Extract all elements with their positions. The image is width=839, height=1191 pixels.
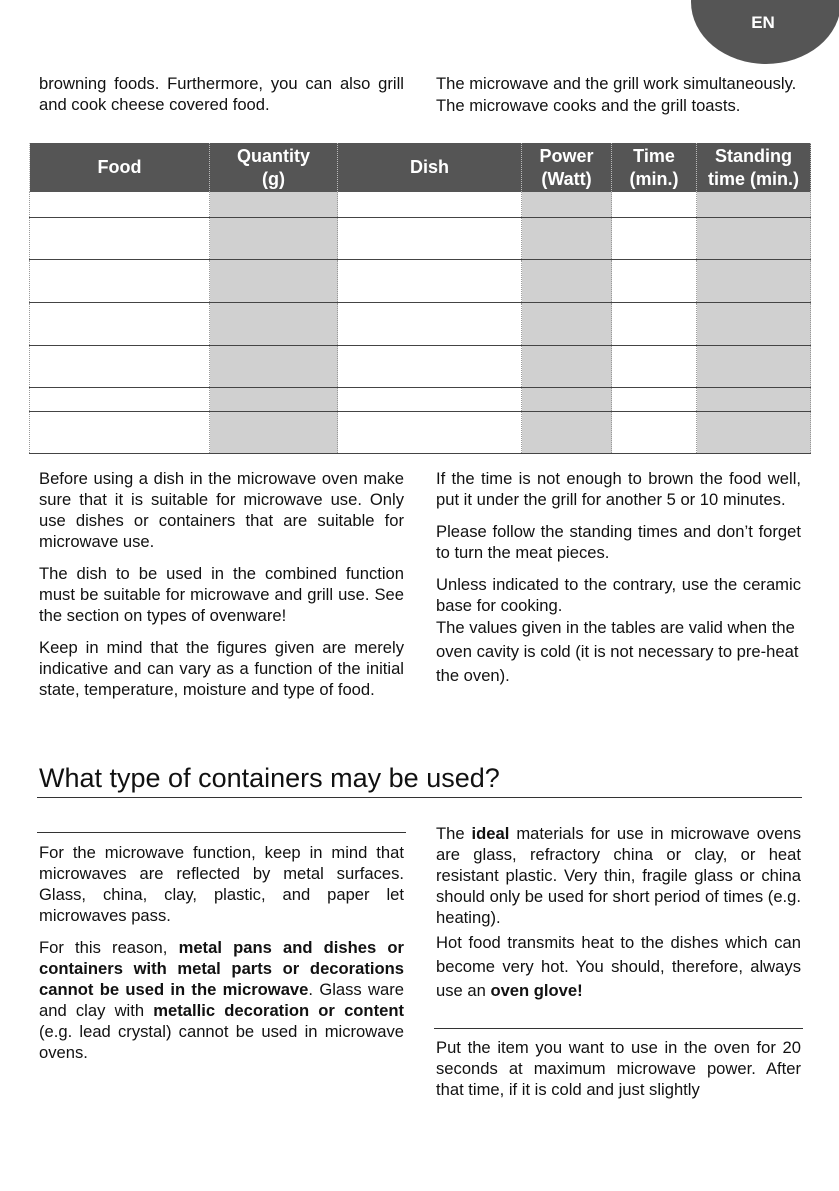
table-header-row bbox=[30, 143, 811, 192]
table-row bbox=[30, 259, 811, 302]
table-cell bbox=[522, 192, 612, 217]
microwave-reflection-paragraph: For the microwave function, keep in mind that microwaves are reflected by metal surfaces. Glass, china, clay, plastic, and paper let microwaves pass. bbox=[39, 843, 404, 925]
table-cell bbox=[612, 345, 697, 387]
table-cell bbox=[612, 302, 697, 345]
table-cell bbox=[210, 411, 338, 453]
table-cell bbox=[30, 192, 210, 217]
table-cell bbox=[612, 259, 697, 302]
top-right-paragraph: The microwave and the grill work simultaneously. The microwave cooks and the grill toasts. bbox=[436, 74, 797, 115]
table-cell bbox=[697, 217, 811, 259]
browning-paragraph: If the time is not enough to brown the food well, put it under the grill for another 5 or 10 minutes. bbox=[436, 469, 801, 509]
header-standing-time: Standing time (min.) bbox=[697, 143, 811, 192]
table-cell bbox=[338, 387, 522, 411]
header-time: Time (min.) bbox=[612, 143, 697, 192]
table-cell bbox=[697, 259, 811, 302]
bottom-right-text-block bbox=[436, 823, 801, 1003]
ideal-materials-paragraph: The ideal materials for use in microwave ovens are glass, refractory china or clay, or heat resistant plastic. Very thin, fragile glass or china should only be used for short period of times (e.g. heating). bbox=[436, 824, 801, 927]
table-cell bbox=[30, 302, 210, 345]
table-cell bbox=[522, 411, 612, 453]
section-heading: What type of containers may be used? bbox=[39, 763, 500, 793]
header-dish: Dish bbox=[338, 143, 522, 192]
table-cell bbox=[210, 345, 338, 387]
table-cell bbox=[522, 302, 612, 345]
table-cell bbox=[210, 217, 338, 259]
table-cell bbox=[522, 259, 612, 302]
table-cell bbox=[210, 387, 338, 411]
top-left-paragraph: browning foods. Furthermore, you can also grill and cook cheese covered food. bbox=[39, 74, 404, 114]
table-cell bbox=[338, 345, 522, 387]
hot-food-paragraph: Hot food transmits heat to the dishes which can become very hot. You should, therefore, always use an oven glove! bbox=[436, 933, 801, 1000]
table-cell bbox=[30, 217, 210, 259]
metal-warning-paragraph: For this reason, metal pans and dishes or containers with metal parts or decorations cannot be used in the microwave. Glass ware and clay with metallic decoration or content (e.g. lead crystal) cannot be used in microwave ovens. bbox=[39, 938, 404, 1062]
table-cell bbox=[612, 387, 697, 411]
table-cell bbox=[522, 217, 612, 259]
test-container-text-block bbox=[436, 1037, 801, 1100]
dish-suitability-paragraph: Before using a dish in the microwave oven make sure that it is suitable for microwave use. Only use dishes or containers that are suitable for microwave use. bbox=[39, 469, 404, 551]
table-cell bbox=[338, 302, 522, 345]
right-column-rule bbox=[434, 1028, 803, 1029]
table-cell bbox=[30, 345, 210, 387]
cold-cavity-paragraph: The values given in the tables are valid when the oven cavity is cold (it is not necessary to pre-heat the oven). bbox=[436, 618, 799, 685]
table-cell bbox=[210, 302, 338, 345]
table-cell bbox=[612, 192, 697, 217]
middle-left-text-block bbox=[39, 468, 404, 711]
table-row bbox=[30, 387, 811, 411]
test-container-paragraph: Put the item you want to use in the oven for 20 seconds at maximum microwave power. After that time, if it is cold and just slightly bbox=[436, 1038, 801, 1099]
table-cell bbox=[30, 259, 210, 302]
table-cell bbox=[522, 387, 612, 411]
table-cell bbox=[697, 345, 811, 387]
table-row bbox=[30, 411, 811, 453]
table-cell bbox=[210, 192, 338, 217]
table-cell bbox=[338, 192, 522, 217]
combined-function-paragraph: The dish to be used in the combined function must be suitable for microwave and grill use. See the section on types of ovenware! bbox=[39, 564, 404, 625]
table-cell bbox=[697, 411, 811, 453]
top-right-text-block bbox=[436, 73, 801, 117]
table-cell bbox=[697, 192, 811, 217]
table-cell bbox=[697, 302, 811, 345]
table-cell bbox=[30, 411, 210, 453]
table-cell bbox=[697, 387, 811, 411]
table-cell bbox=[338, 217, 522, 259]
left-column-rule bbox=[37, 832, 406, 833]
cooking-table bbox=[29, 143, 811, 454]
language-badge: EN bbox=[751, 13, 775, 32]
heading-underline bbox=[37, 797, 802, 798]
top-left-text-block bbox=[39, 73, 404, 115]
table-row bbox=[30, 192, 811, 217]
table-cell bbox=[30, 387, 210, 411]
table-cell bbox=[612, 217, 697, 259]
header-quantity: Quantity (g) bbox=[210, 143, 338, 192]
table-row bbox=[30, 302, 811, 345]
middle-right-text-block bbox=[436, 468, 801, 688]
header-food: Food bbox=[30, 143, 210, 192]
table-cell bbox=[210, 259, 338, 302]
bottom-left-text-block bbox=[39, 842, 404, 1063]
table-cell bbox=[338, 411, 522, 453]
ceramic-base-paragraph: Unless indicated to the contrary, use the ceramic base for cooking. bbox=[436, 575, 801, 615]
header-power: Power (Watt) bbox=[522, 143, 612, 192]
table-cell bbox=[338, 259, 522, 302]
table-row bbox=[30, 217, 811, 259]
table-cell bbox=[522, 345, 612, 387]
table-row bbox=[30, 345, 811, 387]
standing-times-paragraph: Please follow the standing times and don’t forget to turn the meat pieces. bbox=[436, 522, 801, 562]
table-cell bbox=[612, 411, 697, 453]
indicative-figures-paragraph: Keep in mind that the figures given are merely indicative and can vary as a function of the initial state, temperature, moisture and type of food. bbox=[39, 638, 404, 699]
